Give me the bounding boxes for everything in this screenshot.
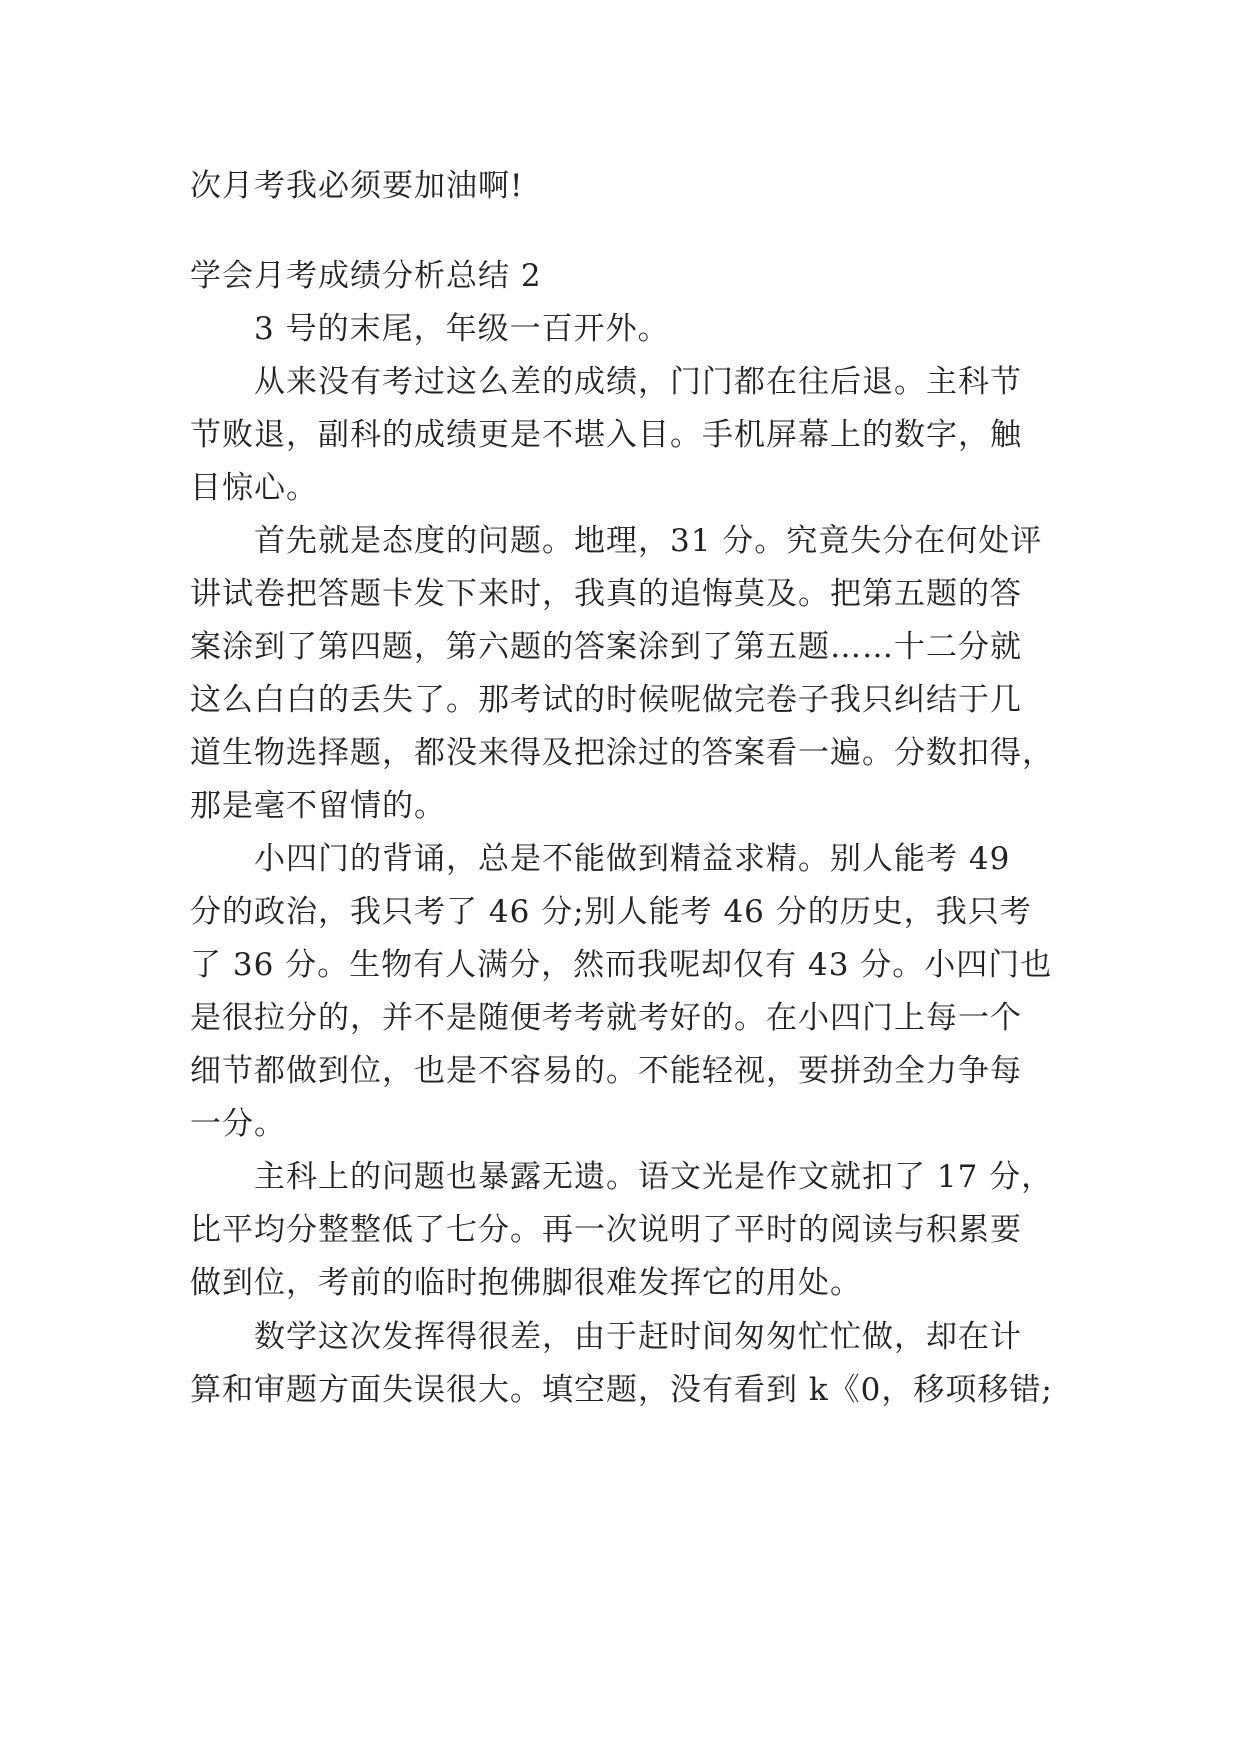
paragraph-line: 细节都做到位，也是不容易的。不能轻视，要拼劲全力争每 [190,1053,1022,1089]
paragraph-line: 道生物选择题，都没来得及把涂过的答案看一遍。分数扣得， [190,735,1054,771]
paragraph-line: 了 36 分。生物有人满分，然而我呢却仅有 43 分。小四门也 [190,947,1053,983]
paragraph-line: 分的政治，我只考了 46 分;别人能考 46 分的历史，我只考 [190,894,1032,930]
paragraph-line: 数学这次发挥得很差，由于赶时间匆匆忙忙做，却在计 [254,1319,1022,1355]
paragraph-line: 节败退，副科的成绩更是不堪入目。手机屏幕上的数字，触 [190,417,1022,453]
paragraph-line: 主科上的问题也暴露无遗。语文光是作文就扣了 17 分， [254,1159,1054,1195]
carry-over-line: 次月考我必须要加油啊! [190,168,524,204]
paragraph-line: 小四门的背诵，总是不能做到精益求精。别人能考 49 [254,841,1011,877]
paragraph-line: 比平均分整整低了七分。再一次说明了平时的阅读与积累要 [190,1212,1022,1248]
paragraph-line: 是很拉分的，并不是随便考考就考好的。在小四门上每一个 [190,1000,1022,1036]
paragraph-line: 首先就是态度的问题。地理，31 分。究竟失分在何处评 [254,523,1043,559]
paragraph-line: 讲试卷把答题卡发下来时，我真的追悔莫及。把第五题的答 [190,576,1022,612]
paragraph-line: 案涂到了第四题，第六题的答案涂到了第五题……十二分就 [190,629,1022,665]
paragraph-line: 这么白白的丢失了。那考试的时候呢做完卷子我只纠结于几 [190,682,1022,718]
paragraph-line: 一分。 [190,1106,286,1142]
paragraph-line: 做到位，考前的临时抱佛脚很难发挥它的用处。 [190,1265,862,1301]
paragraph-line: 那是毫不留情的。 [190,788,446,824]
paragraph-line: 目惊心。 [190,470,318,506]
paragraph-line: 算和审题方面失误很大。填空题，没有看到 k《0，移项移错; [190,1372,1053,1408]
paragraph-line: 从来没有考过这么差的成绩，门门都在往后退。主科节 [254,364,1022,400]
paragraph-line: 3 号的末尾，年级一百开外。 [254,311,670,347]
section-heading: 学会月考成绩分析总结 2 [190,258,542,294]
